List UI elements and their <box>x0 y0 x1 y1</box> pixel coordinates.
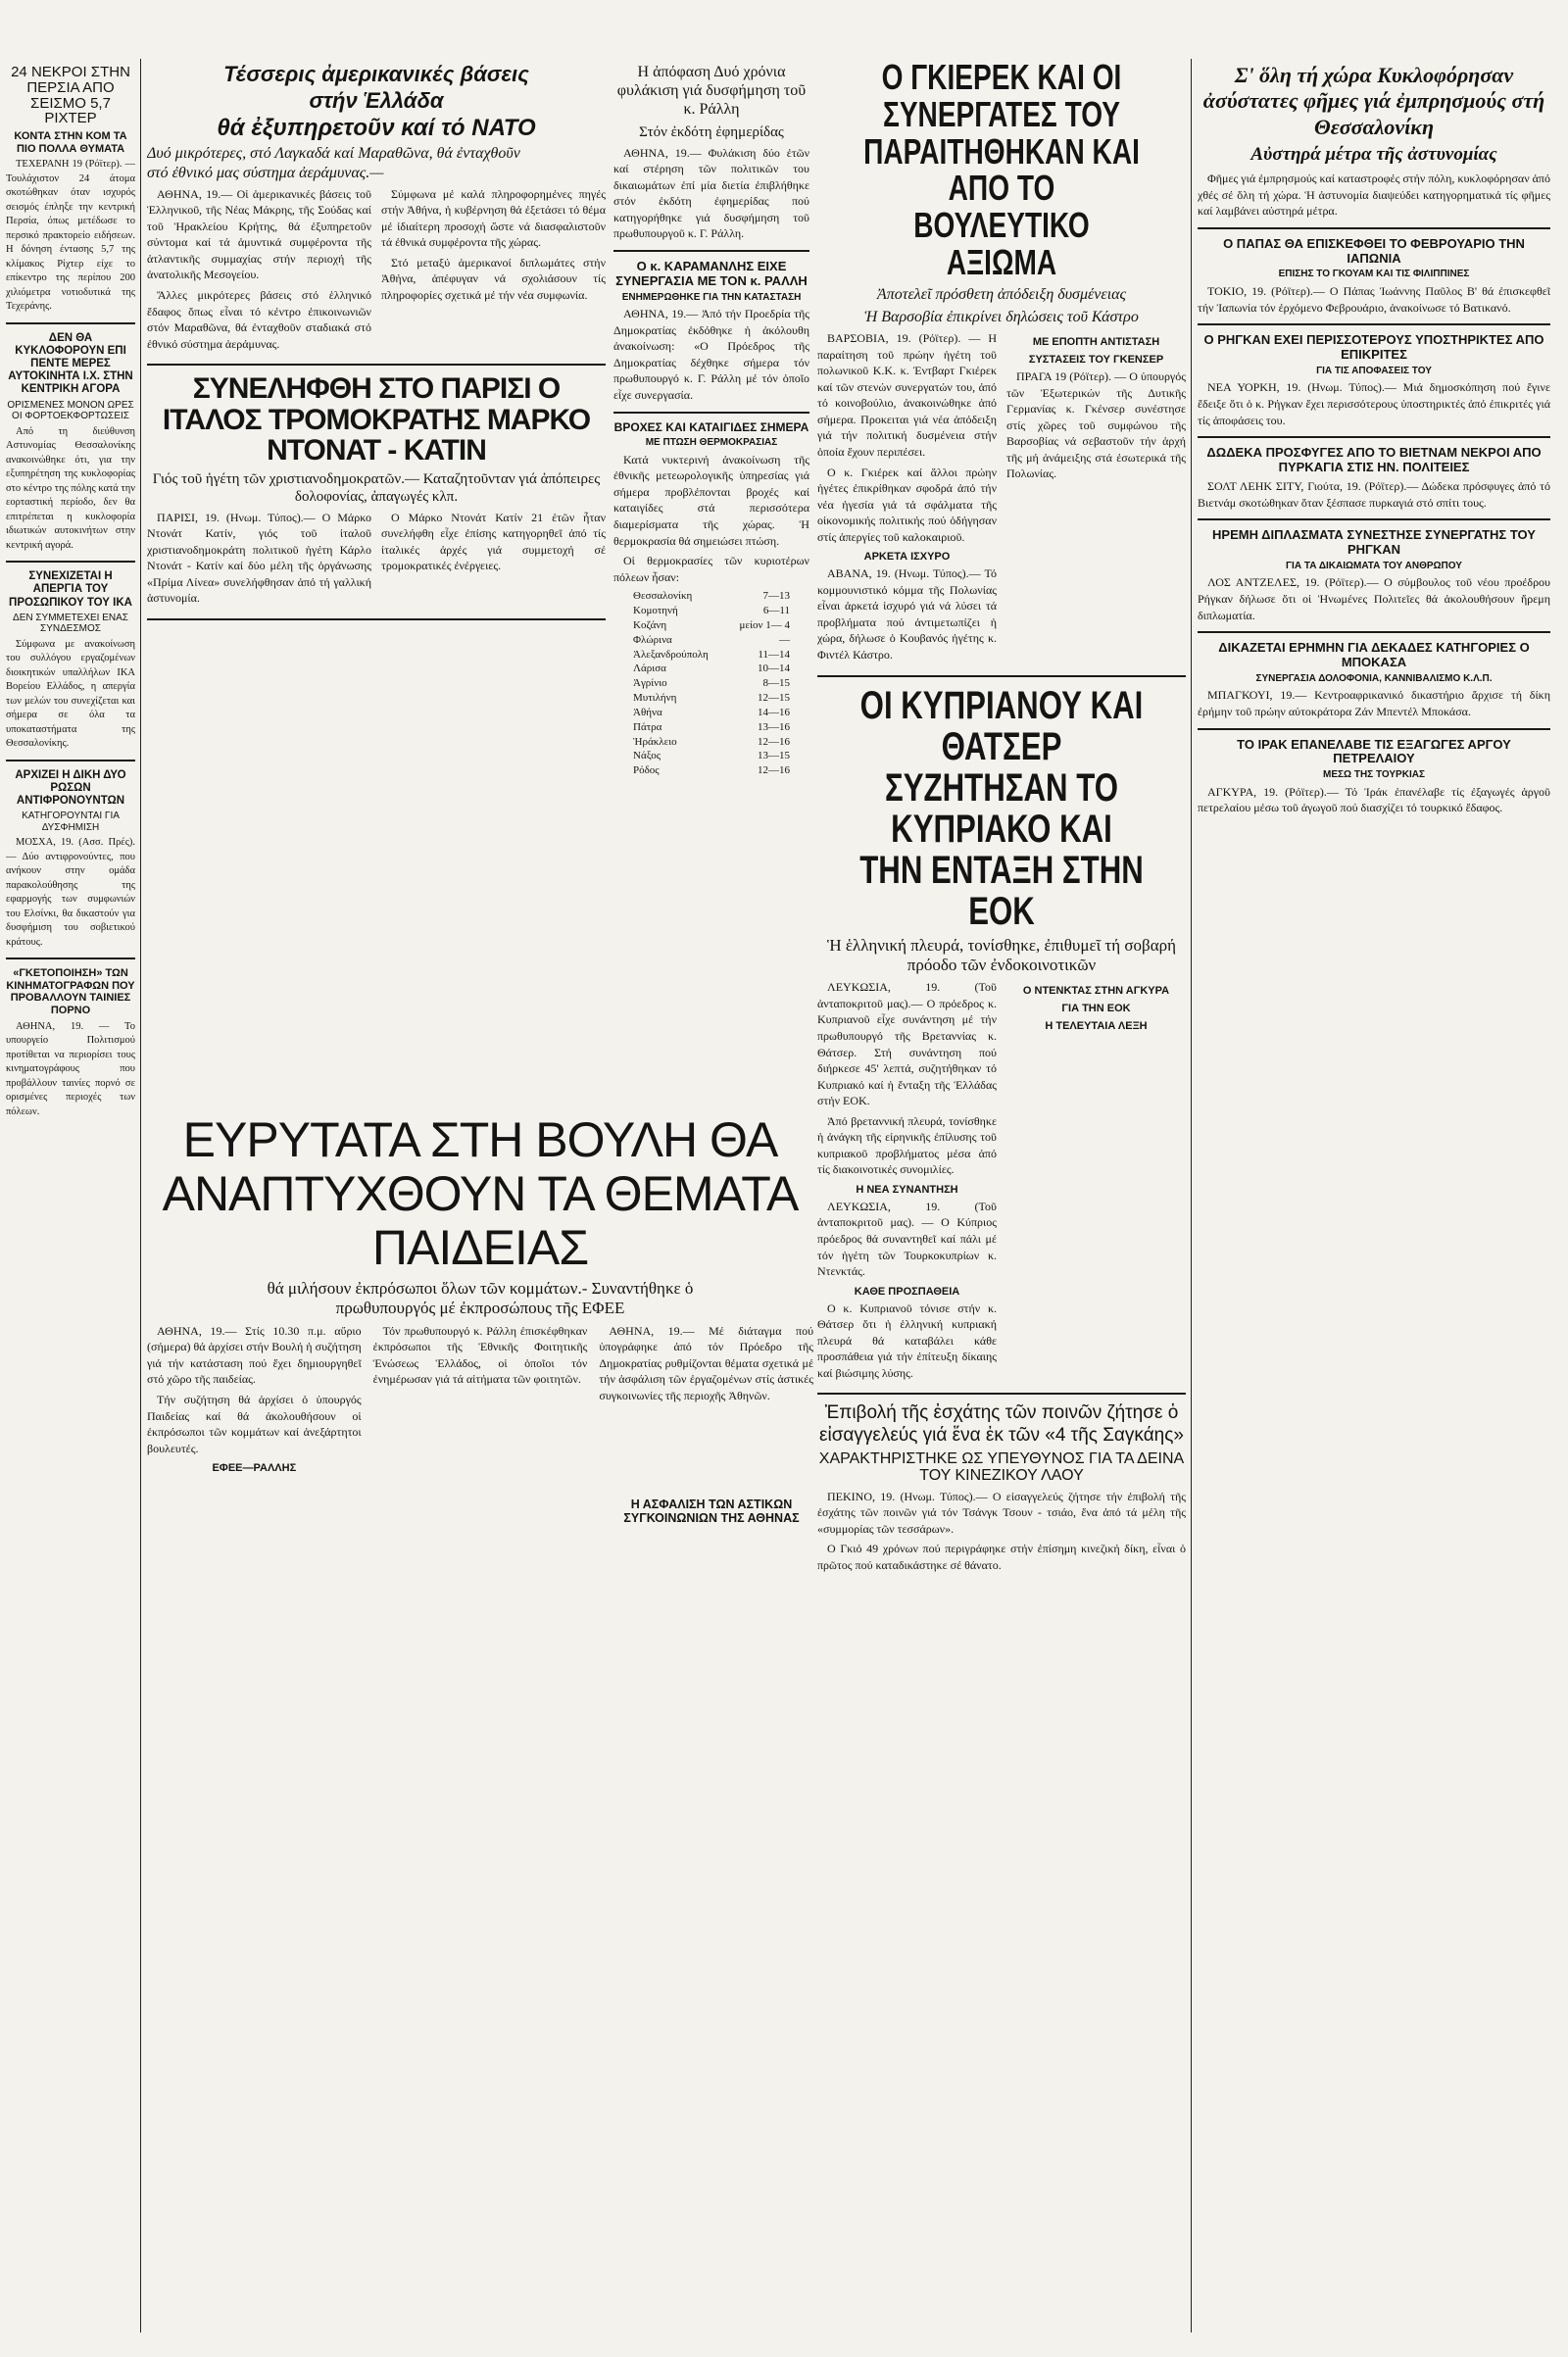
weather-row <box>633 589 790 604</box>
weather-table <box>613 589 809 778</box>
divider <box>1198 323 1550 325</box>
weather-row <box>633 691 790 706</box>
divider <box>6 322 135 324</box>
article-subheadline: ΟΡΙΣΜΕΝΕΣ ΜΟΝΟΝ ΩΡΕΣ ΟΙ ΦΟΡΤΟΕΚΦΟΡΤΩΣΕΙΣ <box>7 399 134 422</box>
article-headline: στήν Ἑλλάδα <box>309 88 444 114</box>
column-fourth <box>817 59 1186 1577</box>
article-body: Ο κ. Γκιέρεκ καί ἄλλοι πρώην ἡγέτες ἐπικρίθηκαν σφοδρά ἀπό τήν νέα ἡγεσία γιά τά σφάλματα τῆς οἰκονομικής πολιτικής πού ὁδήγησαν στίς ἀπεργίες τοῦ καλοκαιριοῦ. <box>817 465 997 544</box>
article-headline: ΗΡΕΜΗ ΔΙΠΛΑΣΜΑΤΑ ΣΥΝΕΣΤΗΣΕ ΣΥΝΕΡΓΑΤΗΣ ΤΟΥ ΡΗΓΚΑΝ <box>1212 527 1536 557</box>
divider <box>1198 631 1550 633</box>
weather-city: Πάτρα <box>633 720 662 733</box>
article-headline: ΑΡΧΙΖΕΙ Η ΔΙΚΗ ΔΥΟ ΡΩΣΩΝ ΑΝΤΙΦΡΟΝΟΥΝΤΩΝ <box>15 768 126 808</box>
weather-row <box>633 604 790 618</box>
divider <box>6 561 135 563</box>
article-subheadline: Αὐστηρά μέτρα τῆς ἀστυνομίας <box>1250 144 1497 166</box>
article-headline: ΣΥΝΕΧΙΖΕΤΑΙ Η ΑΠΕΡΓΙΑ ΤΟΥ ΠΡΟΣΩΠΙΚΟΥ ΤΟΥ ΙΚΑ <box>9 570 132 609</box>
divider <box>613 250 809 252</box>
article-body: ΑΓΚΥΡΑ, 19. (Ρόϊτερ).— Τό Ἰράκ ἐπανέλαβε τίς ἐξαγωγές ἀργοῦ πετρελαίου μέσω τοῦ ἀγωγοῦ πού διασχίζει τό τουρκικό ἔδαφος. <box>1198 784 1550 815</box>
text-column <box>373 1323 588 1477</box>
weather-city: Ρόδος <box>633 764 660 777</box>
article-subheadline: ΧΑΡΑΚΤΗΡΙΣΤΗΚΕ ΩΣ ΥΠΕΥΘΥΝΟΣ ΓΙΑ ΤΑ ΔΕΙΝΑ ΤΟΥ ΚΙΝΕΖΙΚΟΥ ΛΑΟΥ <box>818 1449 1185 1484</box>
article-body: ΠΡΑΓΑ 19 (Ρόϊτερ). — Ο ὑπουργός τῶν Ἐξωτερικών τῆς Δυτικῆς Γερμανίας κ. Γκένσερ συνέστησε στίς χῶρες τοῦ συμφώνου τῆς Βαρσοβίας νά σεβαστοῦν τήν ἀρχή τῆς μή ἀνάμειξης στά ἐσωτερικά τῆς Πολωνίας. <box>1006 369 1186 481</box>
article-body: ΛΟΣ ΑΝΤΖΕΛΕΣ, 19. (Ρόϊτερ).— Ο σύμβουλος τοῦ νέου προέδρου Ρήγκαν δήλωσε ὅτι οἱ Ἡνωμένες Πολιτεῖες θά ἀκολουθήσουν ἤρεμη διπλωματία. <box>1198 575 1550 622</box>
text-column <box>147 186 371 356</box>
divider <box>1198 728 1550 730</box>
article-subheadline: ΔΕΝ ΣΥΜΜΕΤΕΧΕΙ ΕΝΑΣ ΣΥΝΔΕΣΜΟΣ <box>13 612 128 635</box>
article-deck: Δυό μικρότερες, στό Λαγκαδά καί Μαραθῶνα, θά ἐνταχθοῦν στό ἐθνικό μας σύστημα ἀεράμυνας.— <box>147 145 520 181</box>
weather-row <box>633 763 790 778</box>
article-body: ΠΑΡΙΣΙ, 19. (Ηνωμ. Τύπος).— Ο Μάρκο Ντονάτ Κατίν, γιός τοῦ ἰταλοῦ χριστιανοδημοκράτη πολιτικοῦ ἡγέτη Κάρλο Ντονάτ - Κατίν καί δύο μέλη τῆς ὀργάνωσης «Πρίμα Λίνεα» συνελήφθησαν ἀπό τή γαλλική ἀστυνομία. <box>147 510 371 606</box>
weather-row <box>633 633 790 648</box>
weather-temp: 13—16 <box>758 720 790 733</box>
article-headline: Σ' ὅλη τή χώρα Κυκλοφόρησαν ἀσύστατες φῆμες γιά ἐμπρησμούς στή Θεσσαλονίκη <box>1202 63 1545 139</box>
weather-city: Νάξος <box>633 750 662 762</box>
article-headline: ΕΥΡΥΤΑΤΑ ΣΤΗ ΒΟΥΛΗ ΘΑ ΑΝΑΠΤΥΧΘΟΥΝ ΤΑ ΘΕΜΑΤΑ ΠΑΙΔΕΙΑΣ <box>162 1112 799 1275</box>
weather-temp: 12—16 <box>758 764 790 777</box>
divider <box>6 760 135 761</box>
article-headline: θά ἐξυπηρετοῦν καί τό ΝΑΤΟ <box>217 115 536 142</box>
column-second <box>147 59 606 628</box>
weather-row <box>633 720 790 735</box>
weather-temp: 11—14 <box>758 648 790 661</box>
section-subhead: Η ΝΕΑ ΣΥΝΑΝΤΗΣΗ <box>856 1183 958 1196</box>
article-headline: Η ἀπόφαση Δυό χρόνια φυλάκιση γιά δυσφήμηση τοῦ κ. Ράλλη <box>616 64 807 119</box>
article-headline: ΔΕΝ ΘΑ ΚΥΚΛΟΦΟΡΟΥΝ ΕΠΙ ΠΕΝΤΕ ΜΕΡΕΣ ΑΥΤΟΚΙΝΗΤΑ Ι.Χ. ΣΤΗΝ ΚΕΝΤΡΙΚΗ ΑΓΟΡΑ <box>8 331 133 396</box>
weather-row <box>633 706 790 720</box>
article-body: ΑΘΗΝΑ, 19.— Ἀπό τήν Προεδρία τῆς Δημοκρατίας ἐκδόθηκε ἡ ἀκόλουθη ἀνακοίνωση: «Ο Πρόεδρος τῆς Δημοκρατίας δέχθηκε σήμερα τόν πρωθυπουργό κ. Γ. Ράλλη μέ τόν ὁποῖο εἶχε συνεργασία. <box>613 307 809 402</box>
article-body: Φῆμες γιά ἐμπρησμούς καί καταστροφές στήν πόλη, κυκλοφόρησαν ἀπό χθές σέ ὅλη τή χώρα. Ἡ ἀστυνομία διαψεύδει κατηγορηματικά τίς φῆμες καί λαμβάνει αὐστηρά μέτρα. <box>1198 171 1550 219</box>
weather-city: Ἡράκλειο <box>633 735 677 748</box>
divider <box>147 618 606 620</box>
weather-row <box>633 648 790 663</box>
section-subhead: ΚΑΘΕ ΠΡΟΣΠΑΘΕΙΑ <box>854 1285 960 1298</box>
article-body: ΑΒΑΝΑ, 19. (Ηνωμ. Τύπος).— Τό κομμουνιστικό κόμμα τῆς Πολωνίας εἶναι ἀρκετά ἰσχυρό γιά νά λύσει τά προβλήματα πού ἀντιμετωπίζει ἡ χώρα, δήλωσε ὁ Κουβανός ἡγέτης κ. Φιντέλ Κάστρο. <box>817 566 997 662</box>
weather-row <box>633 662 790 676</box>
article-body: ΜΠΑΓΚΟΥΙ, 19.— Κεντροαφρικανικό δικαστήριο ἄρχισε τή δίκη ἐρήμην τοῦ πρώην αὐτοκράτορα Ζάν Μπεντέλ Μποκάσα. <box>1198 688 1550 718</box>
article-signature: ΕΦΕΕ—ΡΑΛΛΗΣ <box>212 1462 297 1475</box>
article-subheadline: ΜΕΣΩ ΤΗΣ ΤΟΥΡΚΙΑΣ <box>1323 769 1425 781</box>
article-body: Ο Μάρκο Ντονάτ Κατίν 21 ἐτῶν ἦταν συνελήφθη εἶχε ἐπίσης κατηγορηθεῖ ἀπό τίς ἰταλικές ἀρχές γιά συμμετοχή σέ τρομοκρατικές ἐνέργειες. <box>381 510 606 573</box>
divider <box>613 412 809 414</box>
article-headline: Ο ΡΗΓΚΑΝ ΕΧΕΙ ΠΕΡΙΣΣΟΤΕΡΟΥΣ ΥΠΟΣΤΗΡΙΚΤΕΣ ΑΠΟ ΕΠΙΚΡΙΤΕΣ <box>1203 332 1544 363</box>
article-headline: Ἐπιβολή τῆς ἐσχάτης τῶν ποινῶν ζήτησε ὁ εἰσαγγελεύς γιά ἕνα ἐκ τῶν «4 τῆς Σαγκάης» <box>819 1402 1184 1447</box>
article-body: Σύμφωνα μέ καλά πληροφορημένες πηγές στήν Ἀθήνα, ἡ κυβέρνηση θά ἐξετάσει τό θέμα μέ ἰδιαίτερη προσοχή ὥστε νά διασφαλιστοῦν τά ἐθνικά συμφέροντα τῆς χώρας. <box>381 186 606 250</box>
weather-temp: 6—11 <box>762 605 790 617</box>
article-body: Τόν πρωθυπουργό κ. Ράλλη ἐπισκέφθηκαν ἐκπρόσωποι τῆς Ἐθνικῆς Φοιτητικῆς Ἑνώσεως Ἑλλάδος, οἱ ὁποῖοι τόν ἐνημέρωσαν γιά τά αἰτήματα τῶν φοιτητῶν. <box>372 1323 588 1387</box>
text-column <box>381 510 606 611</box>
weather-temp: — <box>779 633 790 646</box>
divider <box>817 1393 1186 1395</box>
article-body: Σύμφωνα με ανακοίνωση του συλλόγου εργαζομένων διοικητικών υπαλλήλων ΙΚΑ Βορείου Ελλάδος, η απεργία των μελών του συνεχίζεται και σήμερα σε όλα τα υποκαταστήματα της Θεσσαλονίκης. <box>6 638 135 750</box>
text-column <box>147 510 371 611</box>
section-subhead: ΓΙΑ ΤΗΝ ΕΟΚ <box>1061 1003 1131 1015</box>
weather-city: Ἀθήνα <box>633 706 662 718</box>
column-left <box>6 59 135 1123</box>
article-body: ΑΘΗΝΑ, 19. — Το υπουργείο Πολιτισμού προτίθεται να περιορίσει τους κινηματογράφους που προβάλλουν ταινίες πορνό σε ορισμένες περιοχές των πόλεων. <box>6 1020 135 1117</box>
weather-row <box>633 749 790 763</box>
weather-temp: 13—15 <box>758 750 790 762</box>
text-column <box>1006 979 1186 1385</box>
weather-city: Ἀλεξανδρούπολη <box>633 648 709 661</box>
article-deck: Γιός τοῦ ἡγέτη τῶν χριστιανοδημοκρατῶν.— Καταζητοῦνταν γιά ἀπόπειρες δολοφονίας, ἀπαγωγές κλπ. <box>152 470 601 505</box>
weather-row <box>633 735 790 750</box>
divider <box>147 364 606 366</box>
article-headline: Η ΑΣΦΑΛΙΣΗ ΤΩΝ ΑΣΤΙΚΩΝ ΣΥΓΚΟΙΝΩΝΙΩΝ ΤΗΣ ΑΘΗΝΑΣ <box>623 1498 800 1526</box>
article-subheadline: ΚΟΝΤΑ ΣΤΗΝ ΚΟΜ ΤΑ ΠΙΟ ΠΟΛΛΑ ΘΥΜΑΤΑ <box>14 130 127 155</box>
weather-city: Λάρισα <box>633 663 666 675</box>
weather-city: Μυτιλήνη <box>633 692 677 705</box>
column-third <box>613 59 809 1098</box>
text-column <box>817 330 997 666</box>
article-body: Στό μεταξύ ἀμερικανοί διπλωμάτες στήν Ἀθήνα, ἀπέφυγαν νά σχολιάσουν τίς πληροφορίες σχετικά μέ τήν νέα συμφωνία. <box>381 255 606 303</box>
article-body: Ἄλλες μικρότερες βάσεις στό ἑλληνικό ἔδαφος ὅπως εἶναι τό κέντρο ἐπικοινωνιῶν στόν Μαραθῶνα, θά ἐνταχθοῦν σταδιακά στό ἐθνικό σύστημα ἀεράμυνας. <box>147 288 371 351</box>
article-subheadline: ΕΝΗΜΕΡΩΘΗΚΕ ΓΙΑ ΤΗΝ ΚΑΤΑΣΤΑΣΗ <box>621 291 802 303</box>
article-headline: ΔΙΚΑΖΕΤΑΙ ΕΡΗΜΗΝ ΓΙΑ ΔΕΚΑΔΕΣ ΚΑΤΗΓΟΡΙΕΣ Ο ΜΠΟΚΑΣΑ <box>1218 640 1530 670</box>
weather-temp: 10—14 <box>758 663 790 675</box>
weather-city: Κοζάνη <box>633 618 667 631</box>
weather-temp: 12—15 <box>758 692 790 705</box>
text-column <box>381 186 606 356</box>
article-body: ΜΟΣΧΑ, 19. (Ασσ. Πρές). — Δύο αντιφρονούντες, που ανήκουν στην ομάδα παρακολούθησης της εφαρμογής των συμφωνιών του Ελσίνκι, θα δικαστούν για δυσφήμιση του σοβιετικού κράτους. <box>6 837 135 948</box>
article-body: Τήν συζήτηση θά ἀρχίσει ὁ ὑπουργός Παιδείας καί θά ἀκολουθήσουν οἱ ἐκπρόσωποι τῶν κομμάτων καί ἀνεξάρτητοι βουλευτές. <box>147 1392 362 1455</box>
article-headline: Ο ΓΚΙΕΡΕΚ ΚΑΙ ΟΙ ΣΥΝΕΡΓΑΤΕΣ ΤΟΥ ΠΑΡΑΙΤΗΘΗΚΑΝ ΚΑΙ ΑΠΟ ΤΟ ΒΟΥΛΕΥΤΙΚΟ ΑΞΙΩΜΑ <box>863 59 1140 282</box>
weather-city: Φλώρινα <box>633 633 672 646</box>
weather-city: Θεσσαλονίκη <box>633 590 693 603</box>
article-deck: Ἡ Βαρσοβία ἐπικρίνει δηλώσεις τοῦ Κάστρο <box>864 308 1139 325</box>
weather-temp: 14—16 <box>758 706 790 718</box>
article-body: ΣΟΛΤ ΛΕΗΚ ΣΙΤΥ, Γιούτα, 19. (Ρόϊτερ).— Δώδεκα πρόσφυγες ἀπό τό Βιετνάμ σκοτώθηκαν ὅταν ξέσπασε πυρκαγιά στό σπίτι τους. <box>1198 478 1550 510</box>
column-right <box>1198 59 1550 820</box>
article-subheadline: ΚΑΤΗΓΟΡΟΥΝΤΑΙ ΓΙΑ ΔΥΣΦΗΜΙΣΗ <box>22 810 120 833</box>
article-body: ΤΟΚΙΟ, 19. (Ρόϊτερ).— Ο Πάπας Ἰωάννης Παῦλος Β' θά ἐπισκεφθεῖ τήν Ἰαπωνία τόν ἐρχόμενο Φεβρουάριο, ἀνακοίνωσε τό Βατικανό. <box>1198 283 1550 315</box>
article-subheadline: ΓΙΑ ΤΑ ΔΙΚΑΙΩΜΑΤΑ ΤΟΥ ΑΝΘΡΩΠΟΥ <box>1286 560 1462 571</box>
article-subheadline: ΜΕ ΠΤΩΣΗ ΘΕΡΜΟΚΡΑΣΙΑΣ <box>645 437 778 449</box>
section-subhead: Η ΤΕΛΕΥΤΑΙΑ ΛΕΞΗ <box>1045 1020 1148 1033</box>
article-body: ΑΘΗΝΑ, 19.— Οἱ ἀμερικανικές βάσεις τοῦ Ἑλληνικοῦ, τῆς Νέας Μάκρης, τῆς Σούδας καί τοῦ Ἡρακλείου Κρήτης, θά ἐξυπηρετοῦν σύντομα καί τά ἀμυντικά συμφέροντα τῆς ἀτλαντικῆς συμμαχίας στήν περιοχή τῆς ἀνατολικῆς Μεσογείου. <box>147 186 371 282</box>
text-column <box>599 1323 813 1477</box>
weather-city: Κομοτηνή <box>633 605 678 617</box>
article-headline: ΔΩΔΕΚΑ ΠΡΟΣΦΥΓΕΣ ΑΠΟ ΤΟ ΒΙΕΤΝΑΜ ΝΕΚΡΟΙ ΑΠΟ ΠΥΡΚΑΓΙΑ ΣΤΙΣ ΗΝ. ΠΟΛΙΤΕΙΕΣ <box>1206 445 1542 475</box>
article-body: Από τη διεύθυνση Αστυνομίας Θεσσαλονίκης ανακοινώθηκε ότι, για την εξυπηρέτηση της κυκλοφορίας στο κέντρο της πόλης κατά την εορταστική περίοδο, δεν θα επιτρέπεται η κυκλοφορία ιδιωτικών αυτοκινήτων στην κεντρική αγορά. <box>6 425 135 551</box>
article-subheadline: ΣΥΝΕΡΓΑΣΙΑ ΔΟΛΟΦΟΝΙΑ, ΚΑΝΝΙΒΑΛΙΣΜΟ Κ.Λ.Π. <box>1255 672 1493 684</box>
article-body: ΛΕΥΚΩΣΙΑ, 19. (Τοῦ ἀνταποκριτοῦ μας). — Ο Κύπριος πρόεδρος θά συναντηθεῖ καί πάλι μέ τόν ἡγέτη τῶν Τουρκοκυπρίων κ. Ντενκτάς. <box>817 1199 997 1279</box>
section-subhead: ΣΥΣΤΑΣΕΙΣ ΤΟΥ ΓΚΕΝΣΕΡ <box>1028 354 1164 367</box>
article-body: ΝΕΑ ΥΟΡΚΗ, 19. (Ηνωμ. Τύπος).— Μιά δημοσκόπηση πού ἔγινε ἔδειξε ὅτι ὁ κ. Ρήγκαν ἔχει περισσότερους ὑποστηρικτές ἀπό ἐπικριτές γιά τίς ἀποφάσεις του. <box>1198 380 1550 427</box>
article-body: Οἱ θερμοκρασίες τῶν κυριοτέρων πόλεων ἦσαν: <box>613 554 809 584</box>
article-body: Ο κ. Κυπριανοῦ τόνισε στήν κ. Θάτσερ ὅτι ἡ ἑλληνική κυπριακή πλευρά θά καταβάλει κάθε προσπάθεια γιά τήν ἐπίτευξη δίκαιης καί βιώσιμης λύσης. <box>817 1301 997 1380</box>
weather-city: Ἀγρίνιο <box>633 677 667 690</box>
article-columns <box>817 330 1186 666</box>
column-rule <box>140 59 141 2332</box>
transit-story <box>613 1495 809 1529</box>
article-body: ΛΕΥΚΩΣΙΑ, 19. (Τοῦ ἀνταποκριτοῦ μας).— Ο πρόεδρος κ. Κυπριανοῦ εἶχε συνάντηση μέ τήν πρωθυπουργό τῆς Βρεταννίας κ. Θάτσερ. Στή συνάντηση πού διήρκεσε 45' λεπτά, συζητήθηκαν τό Κυπριακό καί ἡ ἔνταξη τῆς Ἑλλάδας στήν ΕΟΚ. <box>817 980 997 1108</box>
article-columns <box>147 510 606 611</box>
article-columns <box>147 186 606 356</box>
article-subheadline: ΕΠΙΣΗΣ ΤΟ ΓΚΟΥΑΜ ΚΑΙ ΤΙΣ ΦΙΛΙΠΠΙΝΕΣ <box>1278 269 1470 280</box>
article-body: ΤΕΧΕΡΑΝΗ 19 (Ρόϊτερ). — Τουλάχιστον 24 άτομα σκοτώθηκαν όταν ισχυρός σεισμός έπληξε την κεντρική Περσία, όπως μετέδωσε το περσικό πρακτορείο ειδήσεων. Η δόνηση έντασης 5,7 της κλίμακος Ρίχτερ είχε το επίκεντρο της περίπου 200 χιλιόμετρα νοτιοδυτικά της Τεχεράνης. <box>6 159 135 313</box>
article-headline: ΤΟ ΙΡΑΚ ΕΠΑΝΕΛΑΒΕ ΤΙΣ ΕΞΑΓΩΓΕΣ ΑΡΓΟΥ ΠΕΤΡΕΛΑΙΟΥ <box>1237 736 1511 766</box>
article-deck: Στόν ἐκδότη ἐφημερίδας <box>639 123 784 140</box>
weather-temp: 12—16 <box>758 735 790 748</box>
article-columns <box>817 979 1186 1385</box>
column-rule <box>1191 59 1192 2332</box>
article-body: ΠΕΚΙΝΟ, 19. (Ηνωμ. Τύπος).— Ο εἰσαγγελεύς ζήτησε τήν ἐπιβολή τῆς ἐσχάτης τῶν ποινῶν γιά τόν Τσάνγκ Τσουν - τσιάο, ἕνα ἀπό τά μέλη τῆς «συμμορίας τῶν τεσσάρων». <box>817 1489 1186 1536</box>
article-headline: ΟΙ ΚΥΠΡΙΑΝΟΥ ΚΑΙ ΘΑΤΣΕΡ ΣΥΖΗΤΗΣΑΝ ΤΟ ΚΥΠΡΙΑΚΟ ΚΑΙ ΤΗΝ ΕΝΤΑΞΗ ΣΤΗΝ ΕΟΚ <box>859 683 1144 933</box>
weather-temp: μείον 1— 4 <box>739 618 790 631</box>
article-body: Κατά νυκτερινή ἀνακοίνωση τῆς ἐθνικῆς μετεωρολογικῆς ὑπηρεσίας γιά σήμερα προβλέπονται βροχές καί καταιγίδες στά περισσότερα διαμερίσματα τῆς χώρας. Ἡ θερμοκρασία θά σημειώσει πτώση. <box>613 452 809 548</box>
article-headline: ΒΡΟΧΕΣ ΚΑΙ ΚΑΤΑΙΓΙΔΕΣ ΣΗΜΕΡΑ <box>613 419 809 434</box>
education-story <box>147 1109 813 1477</box>
article-body: ΑΘΗΝΑ, 19.— Στίς 10.30 π.μ. αὔριο (σήμερα) θά ἀρχίσει στήν Βουλή ἡ συζήτηση γιά τήν κατάσταση πού ἔχει δημιουργηθεῖ στό χῶρο τῆς παιδείας. <box>147 1323 362 1387</box>
article-columns <box>147 1323 813 1477</box>
weather-row <box>633 618 790 633</box>
divider <box>1198 436 1550 438</box>
section-subhead: Ο ΝΤΕΝΚΤΑΣ ΣΤΗΝ ΑΓΚΥΡΑ <box>1022 985 1170 998</box>
article-body: ΑΘΗΝΑ, 19.— Μέ διάταγμα πού ὑπογράφηκε ἀπό τόν Πρόεδρο τῆς Δημοκρατίας ρυθμίζονται θέματα σχετικά μέ τήν ἀσφάλιση τῶν ἐργαζομένων στίς ἀστικές συγκοινωνίες τῆς περιοχῆς Ἀθηνῶν. <box>599 1323 813 1402</box>
weather-temp: 7—13 <box>762 590 790 603</box>
section-subhead: ΜΕ ΕΠΟΠΤΗ ΑΝΤΙΣΤΑΣΗ <box>1032 336 1160 349</box>
divider <box>1198 227 1550 229</box>
article-body: ΒΑΡΣΟΒΙΑ, 19. (Ρόϊτερ). — Η παραίτηση τοῦ πρώην ἡγέτη τοῦ πολωνικοῦ Κ.Κ. κ. Έντβαρτ Γκιέρεκ καί τῶν στενών συνεργατών του, ἀπό τό κοινοβούλιο, ἀνακοινώθηκε ἀπό σήμερα. Προκειται γιά νέα ἀπόδειξη γιά τήν πολιτική δυσμένεια στήν ὁποία ἔχουν περιπέσει. <box>817 331 997 459</box>
article-headline: ΣΥΝΕΛΗΦΘΗ ΣΤΟ ΠΑΡΙΣΙ Ο ΙΤΑΛΟΣ ΤΡΟΜΟΚΡΑΤΗΣ ΜΑΡΚΟ ΝΤΟΝΑΤ - ΚΑΤΙΝ <box>162 372 591 467</box>
article-body: Ο Γκιό 49 χρόνων πού περιγράφηκε στήν ἐπίσημη κινεζική δίκη, εἶναι ὁ πρῶτος πού καταδικάστηκε σέ θάνατο. <box>817 1542 1186 1572</box>
divider <box>817 675 1186 677</box>
weather-temp: 8—15 <box>762 677 790 690</box>
divider <box>6 958 135 959</box>
text-column <box>147 1323 362 1477</box>
article-body: ΑΘΗΝΑ, 19.— Φυλάκιση δύο ἐτῶν καί στέρηση τῶν πολιτικῶν του δικαιωμάτων ἐπί μία διετία ἐπιβλήθηκε στόν ἐκδότη ἐφημερίδας πού κατηγορήθηκε γιά δυσφήμηση τοῦ πρωθυπουργοῦ κ. Γ. Ράλλη. <box>613 145 809 241</box>
article-deck: Ἡ ἑλληνική πλευρά, τονίσθηκε, ἐπιθυμεῖ τή σοβαρή πρόοδο τῶν ἐνδοκοινοτικῶν <box>827 935 1176 974</box>
text-column <box>817 979 997 1385</box>
divider <box>1198 518 1550 520</box>
section-subhead: ΑΡΚΕΤΑ ΙΣΧΥΡΟ <box>863 551 951 564</box>
text-column <box>1006 330 1186 666</box>
article-deck: θά μιλήσουν ἐκπρόσωποι ὅλων τῶν κομμάτων.- Συναντήθηκε ὁ πρωθυπουργός μέ ἐκπροσώπους τῆς ΕΦΕΕ <box>267 1279 694 1318</box>
article-headline: «ΓΚΕΤΟΠΟΙΗΣΗ» ΤΩΝ ΚΙΝΗΜΑΤΟΓΡΑΦΩΝ ΠΟΥ ΠΡΟΒΑΛΛΟΥΝ ΤΑΙΝΙΕΣ ΠΟΡΝΟ <box>6 967 135 1017</box>
article-headline: Ο ΠΑΠΑΣ ΘΑ ΕΠΙΣΚΕΦΘΕΙ ΤΟ ΦΕΒΡΟΥΑΡΙΟ ΤΗΝ ΙΑΠΩΝΙΑ <box>1223 235 1525 266</box>
article-body: Ἀπό βρεταννική πλευρά, τονίσθηκε ἡ ἀνάγκη τῆς εἰρηνικῆς ἐπίλυσης τοῦ κυπριακοῦ προβλήματος μέσα ἀπό τίς διακοινοτικές συνομιλίες. <box>817 1113 997 1177</box>
article-headline: Τέσσερις ἀμερικανικές βάσεις <box>223 62 529 86</box>
article-deck: Ἀποτελεῖ πρόσθετη ἀπόδειξη δυσμένειας <box>876 285 1127 303</box>
article-subheadline: ΓΙΑ ΤΙΣ ΑΠΟΦΑΣΕΙΣ ΤΟΥ <box>1316 365 1432 376</box>
weather-row <box>633 676 790 691</box>
article-headline: 24 ΝΕΚΡΟΙ ΣΤΗΝ ΠΕΡΣΙΑ ΑΠΟ ΣΕΙΣΜΟ 5,7 ΡΙΧΤΕΡ <box>11 64 130 127</box>
article-headline: Ο κ. ΚΑΡΑΜΑΝΛΗΣ ΕΙΧΕ ΣΥΝΕΡΓΑΣΙΑ ΜΕ ΤΟΝ κ. ΡΑΛΛΗ <box>615 258 808 288</box>
